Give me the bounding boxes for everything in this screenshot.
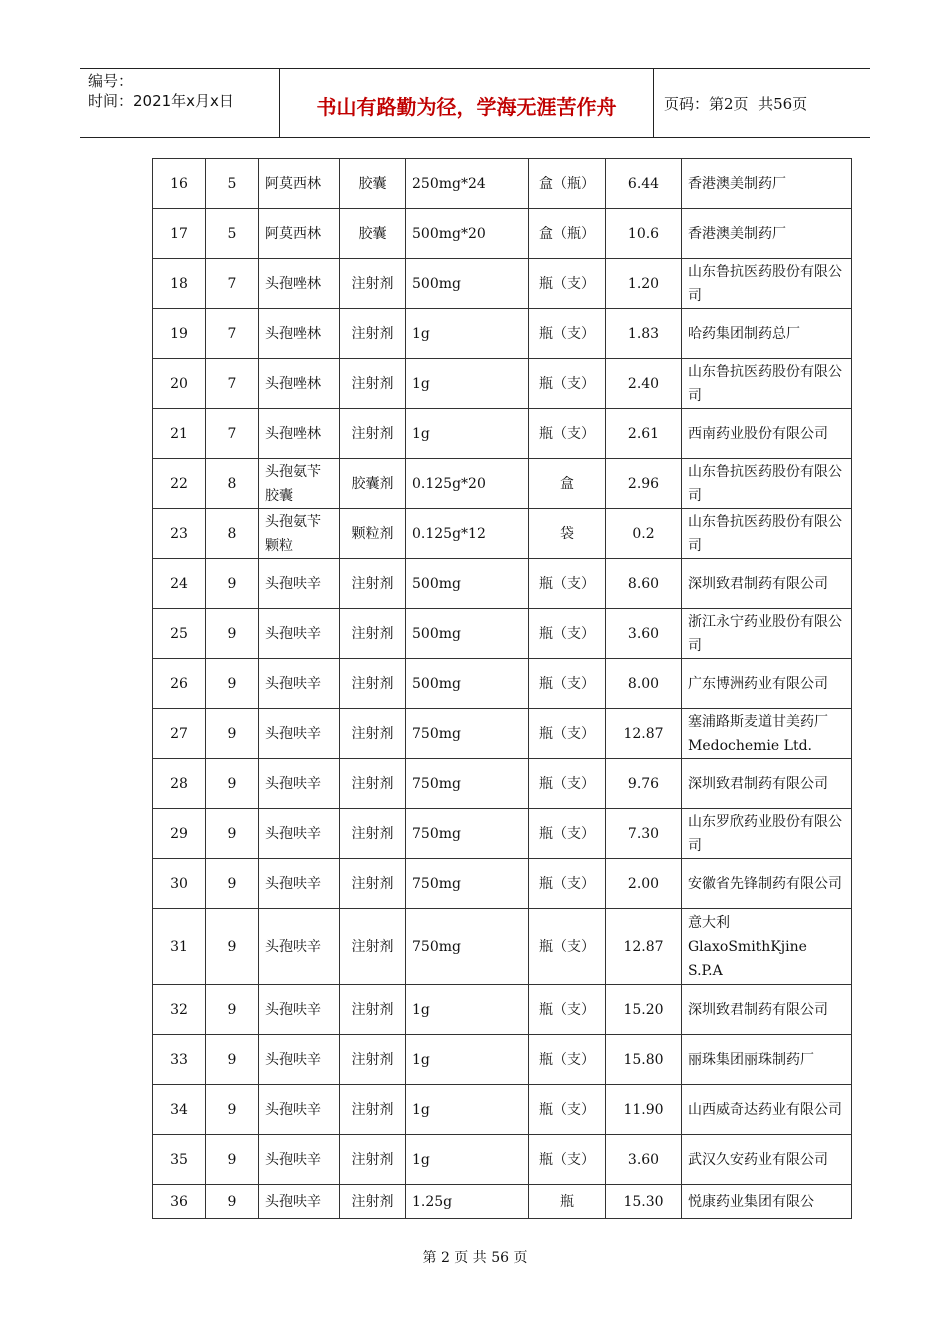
table-row	[153, 209, 852, 259]
table-row	[153, 259, 852, 309]
row-number-cell: 30	[153, 859, 206, 909]
category-number-cell: 5	[206, 209, 259, 259]
row-number-cell: 29	[153, 809, 206, 859]
package-unit-cell: 瓶（支）	[529, 559, 606, 609]
table-row	[153, 759, 852, 809]
specification-cell: 1g	[406, 359, 529, 409]
package-unit-cell: 瓶（支）	[529, 359, 606, 409]
drug-name-cell: 头孢呋辛	[259, 609, 340, 659]
price-cell: 1.20	[606, 259, 682, 309]
dosage-form-cell: 注射剂	[340, 709, 406, 759]
category-number-cell: 7	[206, 309, 259, 359]
package-unit-cell: 瓶（支）	[529, 909, 606, 985]
specification-cell: 250mg*24	[406, 159, 529, 209]
dosage-form-cell: 注射剂	[340, 909, 406, 985]
manufacturer-cell: 深圳致君制药有限公司	[682, 559, 852, 609]
package-unit-cell: 盒（瓶）	[529, 159, 606, 209]
drug-name-cell: 阿莫西林	[259, 209, 340, 259]
document-time: 时间：2021年x月x日	[88, 92, 234, 110]
manufacturer-cell: 山东鲁抗医药股份有限公司	[682, 359, 852, 409]
row-number-cell: 34	[153, 1085, 206, 1135]
table-row	[153, 1185, 852, 1219]
package-unit-cell: 瓶（支）	[529, 759, 606, 809]
dosage-form-cell: 注射剂	[340, 1135, 406, 1185]
dosage-form-cell: 注射剂	[340, 409, 406, 459]
category-number-cell: 5	[206, 159, 259, 209]
document-number-label: 编号：	[88, 72, 134, 90]
table-row	[153, 609, 852, 659]
price-cell: 11.90	[606, 1085, 682, 1135]
specification-cell: 1.25g	[406, 1185, 529, 1219]
dosage-form-cell: 注射剂	[340, 1085, 406, 1135]
row-number-cell: 22	[153, 459, 206, 509]
price-cell: 10.6	[606, 209, 682, 259]
price-cell: 12.87	[606, 909, 682, 985]
package-unit-cell: 瓶（支）	[529, 859, 606, 909]
category-number-cell: 7	[206, 409, 259, 459]
drug-name-cell: 头孢呋辛	[259, 1085, 340, 1135]
price-cell: 15.80	[606, 1035, 682, 1085]
manufacturer-cell: 哈药集团制药总厂	[682, 309, 852, 359]
manufacturer-cell: 香港澳美制药厂	[682, 209, 852, 259]
drug-name-cell: 头孢呋辛	[259, 759, 340, 809]
table-row	[153, 359, 852, 409]
table-row	[153, 859, 852, 909]
row-number-cell: 31	[153, 909, 206, 985]
manufacturer-cell: 西南药业股份有限公司	[682, 409, 852, 459]
price-cell: 2.61	[606, 409, 682, 459]
package-unit-cell: 瓶（支）	[529, 1135, 606, 1185]
specification-cell: 500mg*20	[406, 209, 529, 259]
manufacturer-cell: 山东罗欣药业股份有限公司	[682, 809, 852, 859]
manufacturer-cell: 意大利GlaxoSmithKjine S.P.A	[682, 909, 852, 985]
row-number-cell: 21	[153, 409, 206, 459]
specification-cell: 500mg	[406, 259, 529, 309]
category-number-cell: 9	[206, 709, 259, 759]
category-number-cell: 9	[206, 1135, 259, 1185]
package-unit-cell: 瓶（支）	[529, 1035, 606, 1085]
category-number-cell: 9	[206, 859, 259, 909]
row-number-cell: 35	[153, 1135, 206, 1185]
dosage-form-cell: 胶囊	[340, 209, 406, 259]
row-number-cell: 20	[153, 359, 206, 409]
package-unit-cell: 瓶（支）	[529, 309, 606, 359]
drug-name-cell: 头孢呋辛	[259, 559, 340, 609]
specification-cell: 500mg	[406, 659, 529, 709]
table-row	[153, 409, 852, 459]
row-number-cell: 26	[153, 659, 206, 709]
row-number-cell: 27	[153, 709, 206, 759]
package-unit-cell: 瓶（支）	[529, 609, 606, 659]
dosage-form-cell: 颗粒剂	[340, 509, 406, 559]
category-number-cell: 9	[206, 609, 259, 659]
dosage-form-cell: 注射剂	[340, 859, 406, 909]
row-number-cell: 32	[153, 985, 206, 1035]
dosage-form-cell: 注射剂	[340, 1035, 406, 1085]
specification-cell: 750mg	[406, 709, 529, 759]
price-cell: 12.87	[606, 709, 682, 759]
row-number-cell: 33	[153, 1035, 206, 1085]
specification-cell: 1g	[406, 1085, 529, 1135]
table-row	[153, 659, 852, 709]
drug-price-table	[152, 158, 852, 1219]
specification-cell: 0.125g*20	[406, 459, 529, 509]
price-cell: 15.20	[606, 985, 682, 1035]
specification-cell: 0.125g*12	[406, 509, 529, 559]
table-body	[153, 159, 852, 1219]
drug-name-cell: 头孢氨苄颗粒	[259, 509, 340, 559]
row-number-cell: 19	[153, 309, 206, 359]
price-cell: 2.96	[606, 459, 682, 509]
drug-name-cell: 头孢呋辛	[259, 1135, 340, 1185]
manufacturer-cell: 安徽省先锋制药有限公司	[682, 859, 852, 909]
drug-name-cell: 头孢氨苄胶囊	[259, 459, 340, 509]
drug-name-cell: 阿莫西林	[259, 159, 340, 209]
category-number-cell: 8	[206, 459, 259, 509]
price-cell: 15.30	[606, 1185, 682, 1219]
row-number-cell: 18	[153, 259, 206, 309]
manufacturer-cell: 山西威奇达药业有限公司	[682, 1085, 852, 1135]
price-cell: 3.60	[606, 609, 682, 659]
table-row	[153, 309, 852, 359]
dosage-form-cell: 注射剂	[340, 359, 406, 409]
table-row	[153, 985, 852, 1035]
specification-cell: 750mg	[406, 859, 529, 909]
package-unit-cell: 瓶（支）	[529, 1085, 606, 1135]
package-unit-cell: 盒	[529, 459, 606, 509]
package-unit-cell: 瓶	[529, 1185, 606, 1219]
category-number-cell: 7	[206, 259, 259, 309]
manufacturer-cell: 武汉久安药业有限公司	[682, 1135, 852, 1185]
price-cell: 2.00	[606, 859, 682, 909]
table-row	[153, 709, 852, 759]
row-number-cell: 16	[153, 159, 206, 209]
specification-cell: 500mg	[406, 609, 529, 659]
table-row	[153, 909, 852, 985]
manufacturer-cell: 山东鲁抗医药股份有限公司	[682, 459, 852, 509]
dosage-form-cell: 注射剂	[340, 759, 406, 809]
specification-cell: 750mg	[406, 909, 529, 985]
specification-cell: 750mg	[406, 809, 529, 859]
specification-cell: 1g	[406, 985, 529, 1035]
drug-name-cell: 头孢呋辛	[259, 859, 340, 909]
price-cell: 7.30	[606, 809, 682, 859]
dosage-form-cell: 注射剂	[340, 609, 406, 659]
row-number-cell: 23	[153, 509, 206, 559]
manufacturer-cell: 丽珠集团丽珠制药厂	[682, 1035, 852, 1085]
package-unit-cell: 瓶（支）	[529, 659, 606, 709]
category-number-cell: 9	[206, 909, 259, 985]
row-number-cell: 36	[153, 1185, 206, 1219]
dosage-form-cell: 胶囊剂	[340, 459, 406, 509]
price-cell: 8.60	[606, 559, 682, 609]
dosage-form-cell: 注射剂	[340, 559, 406, 609]
header-motto: 书山有路勤为径，学海无涯苦作舟	[280, 69, 654, 137]
specification-cell: 1g	[406, 1135, 529, 1185]
drug-name-cell: 头孢呋辛	[259, 809, 340, 859]
footer-page-number: 第 2 页 共 56 页	[422, 1250, 528, 1266]
specification-cell: 1g	[406, 1035, 529, 1085]
package-unit-cell: 瓶（支）	[529, 259, 606, 309]
table-row	[153, 459, 852, 509]
table-row	[153, 509, 852, 559]
drug-name-cell: 头孢呋辛	[259, 659, 340, 709]
table-row	[153, 1035, 852, 1085]
package-unit-cell: 盒（瓶）	[529, 209, 606, 259]
category-number-cell: 9	[206, 985, 259, 1035]
dosage-form-cell: 注射剂	[340, 259, 406, 309]
specification-cell: 500mg	[406, 559, 529, 609]
manufacturer-cell: 山东鲁抗医药股份有限公司	[682, 509, 852, 559]
category-number-cell: 9	[206, 809, 259, 859]
manufacturer-cell: 浙江永宁药业股份有限公司	[682, 609, 852, 659]
table-row	[153, 1135, 852, 1185]
dosage-form-cell: 注射剂	[340, 309, 406, 359]
category-number-cell: 9	[206, 1185, 259, 1219]
price-cell: 8.00	[606, 659, 682, 709]
category-number-cell: 8	[206, 509, 259, 559]
manufacturer-cell: 香港澳美制药厂	[682, 159, 852, 209]
row-number-cell: 25	[153, 609, 206, 659]
category-number-cell: 7	[206, 359, 259, 409]
dosage-form-cell: 注射剂	[340, 659, 406, 709]
table-row	[153, 809, 852, 859]
category-number-cell: 9	[206, 559, 259, 609]
page-footer	[0, 1247, 950, 1267]
price-cell: 9.76	[606, 759, 682, 809]
header-page-info	[654, 69, 870, 137]
header-meta	[80, 69, 280, 137]
drug-name-cell: 头孢唑林	[259, 409, 340, 459]
drug-name-cell: 头孢呋辛	[259, 985, 340, 1035]
specification-cell: 750mg	[406, 759, 529, 809]
drug-name-cell: 头孢唑林	[259, 259, 340, 309]
package-unit-cell: 瓶（支）	[529, 809, 606, 859]
package-unit-cell: 袋	[529, 509, 606, 559]
dosage-form-cell: 注射剂	[340, 1185, 406, 1219]
drug-name-cell: 头孢唑林	[259, 359, 340, 409]
drug-name-cell: 头孢呋辛	[259, 709, 340, 759]
drug-name-cell: 头孢呋辛	[259, 1035, 340, 1085]
price-cell: 2.40	[606, 359, 682, 409]
manufacturer-cell: 深圳致君制药有限公司	[682, 759, 852, 809]
table-row	[153, 1085, 852, 1135]
dosage-form-cell: 胶囊	[340, 159, 406, 209]
manufacturer-cell: 深圳致君制药有限公司	[682, 985, 852, 1035]
manufacturer-cell: 广东博洲药业有限公司	[682, 659, 852, 709]
category-number-cell: 9	[206, 759, 259, 809]
row-number-cell: 28	[153, 759, 206, 809]
drug-name-cell: 头孢呋辛	[259, 909, 340, 985]
price-cell: 6.44	[606, 159, 682, 209]
specification-cell: 1g	[406, 409, 529, 459]
manufacturer-cell: 悦康药业集团有限公	[682, 1185, 852, 1219]
category-number-cell: 9	[206, 659, 259, 709]
dosage-form-cell: 注射剂	[340, 809, 406, 859]
price-cell: 1.83	[606, 309, 682, 359]
price-cell: 0.2	[606, 509, 682, 559]
page-number-text: 页码：第2页 共56页	[664, 94, 808, 113]
drug-name-cell: 头孢唑林	[259, 309, 340, 359]
price-cell: 3.60	[606, 1135, 682, 1185]
package-unit-cell: 瓶（支）	[529, 985, 606, 1035]
category-number-cell: 9	[206, 1035, 259, 1085]
manufacturer-cell: 山东鲁抗医药股份有限公司	[682, 259, 852, 309]
specification-cell: 1g	[406, 309, 529, 359]
table-row	[153, 559, 852, 609]
package-unit-cell: 瓶（支）	[529, 709, 606, 759]
drug-name-cell: 头孢呋辛	[259, 1185, 340, 1219]
manufacturer-cell: 塞浦路斯麦道甘美药厂Medochemie Ltd.	[682, 709, 852, 759]
row-number-cell: 17	[153, 209, 206, 259]
category-number-cell: 9	[206, 1085, 259, 1135]
table-row	[153, 159, 852, 209]
package-unit-cell: 瓶（支）	[529, 409, 606, 459]
page-header	[80, 68, 870, 138]
row-number-cell: 24	[153, 559, 206, 609]
dosage-form-cell: 注射剂	[340, 985, 406, 1035]
